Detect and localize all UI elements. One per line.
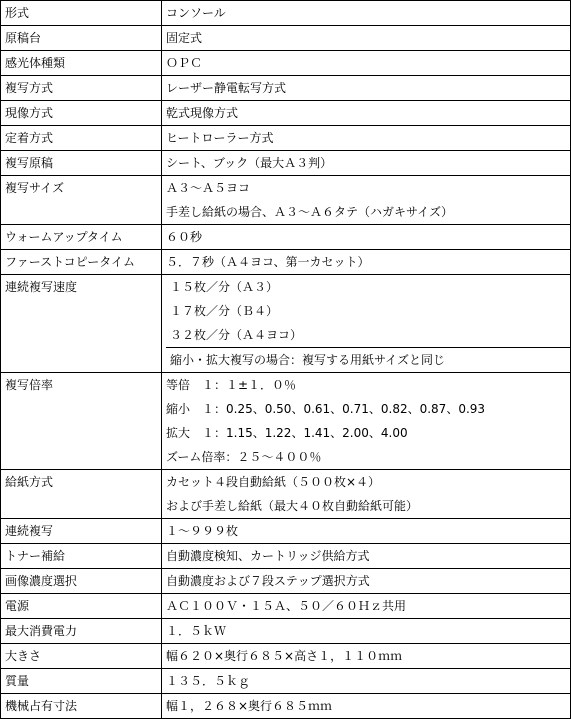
spec-value: ３２枚／分（Ａ４ヨコ） (170, 328, 303, 342)
spec-label-cell (1, 519, 162, 544)
spec-value: １．５ｋＷ (166, 624, 227, 638)
spec-label: 連続複写速度 (5, 280, 78, 294)
spec-value-cell (162, 644, 571, 669)
spec-value: 幅１，２６８×奥行６８５ｍｍ (166, 699, 333, 713)
spec-label-cell (1, 51, 162, 76)
spec-value: コンソール (166, 6, 226, 20)
spec-label-cell (1, 76, 162, 101)
spec-value-cell (162, 519, 571, 544)
spec-value: １５枚／分（Ａ３） (170, 280, 279, 294)
spec-row (1, 26, 571, 51)
spec-row (1, 101, 571, 126)
spec-value: カセット４段自動給紙（５００枚×４） (166, 475, 381, 489)
spec-value: 自動濃度検知、カートリッジ供給方式 (166, 549, 370, 563)
spec-row (1, 250, 571, 275)
spec-row (1, 519, 571, 544)
spec-value-cell (162, 470, 571, 519)
spec-value-cell (162, 275, 571, 373)
spec-label-cell (1, 569, 162, 594)
spec-value-cell (162, 594, 571, 619)
spec-label-cell (1, 225, 162, 250)
spec-value: 乾式現像方式 (166, 106, 239, 120)
spec-value-cell (162, 619, 571, 644)
spec-label: 感光体種類 (5, 56, 66, 70)
spec-value: ヒートローラー方式 (166, 131, 274, 145)
spec-value: ＡＣ１００Ｖ・１５Ａ、５０／６０Ｈｚ共用 (166, 599, 407, 613)
spec-row (1, 1, 571, 26)
spec-value: １～９９９枚 (166, 524, 239, 538)
spec-label-cell (1, 619, 162, 644)
spec-row (1, 544, 571, 569)
spec-label-cell (1, 126, 162, 151)
spec-value-cell (162, 225, 571, 250)
spec-value-cell (162, 694, 571, 719)
spec-label-cell (1, 373, 162, 470)
spec-value: １７枚／分（Ｂ４） (170, 304, 279, 318)
spec-value-cell (162, 101, 571, 126)
spec-row (1, 76, 571, 101)
spec-value-cell (162, 569, 571, 594)
spec-label-cell (1, 669, 162, 694)
spec-value-cell (162, 26, 571, 51)
spec-label: 定着方式 (5, 131, 54, 145)
spec-value: ６０秒 (166, 230, 203, 244)
spec-label: 給紙方式 (5, 475, 54, 489)
spec-label: 現像方式 (5, 106, 54, 120)
spec-value: 幅６２０×奥行６８５×高さ１，１１０ｍｍ (166, 649, 403, 663)
spec-value: 手差し給紙の場合、Ａ３～Ａ６タテ（ハガキサイズ） (166, 205, 454, 219)
spec-row (1, 373, 571, 470)
spec-label-cell (1, 594, 162, 619)
spec-label: 電源 (5, 599, 30, 613)
spec-value: ズーム倍率：２５～４００％ (166, 450, 322, 464)
spec-label: 機械占有寸法 (5, 699, 78, 713)
spec-label-cell (1, 275, 162, 373)
spec-label-cell (1, 544, 162, 569)
spec-value-cell (162, 51, 571, 76)
spec-value-cell (162, 250, 571, 275)
spec-value-cell (162, 669, 571, 694)
spec-label-cell (1, 250, 162, 275)
spec-row (1, 176, 571, 225)
spec-value: 縮小 １：0.25、0.50、0.61、0.71、0.82、0.87、0.93 (166, 402, 486, 416)
spec-label-cell (1, 1, 162, 26)
spec-label: 原稿台 (5, 31, 42, 45)
spec-value: １３５．５ｋｇ (166, 674, 251, 688)
spec-label: トナー補給 (5, 549, 66, 563)
spec-row (1, 644, 571, 669)
spec-row (1, 594, 571, 619)
spec-label-cell (1, 694, 162, 719)
spec-value-cell (162, 373, 571, 470)
spec-label: ウォームアップタイム (5, 230, 123, 244)
spec-label: 形式 (5, 6, 30, 20)
spec-label: 複写原稿 (5, 156, 54, 170)
spec-value-cell (162, 1, 571, 26)
spec-row (1, 151, 571, 176)
spec-value-cell (162, 76, 571, 101)
spec-row (1, 619, 571, 644)
spec-value: シート、ブック（最大Ａ３判） (166, 156, 333, 170)
spec-label-cell (1, 151, 162, 176)
spec-label: 複写サイズ (5, 181, 65, 195)
spec-label: 最大消費電力 (5, 624, 78, 638)
spec-value: 等倍 １：１±１．０％ (166, 378, 297, 392)
spec-value-cell (162, 176, 571, 225)
spec-value: 拡大 １：1.15、1.22、1.41、2.00、4.00 (166, 426, 408, 440)
spec-value: ＯＰＣ (166, 56, 203, 70)
spec-value: 固定式 (166, 31, 203, 45)
spec-value: Ａ３～Ａ５ヨコ (166, 181, 251, 195)
spec-label-cell (1, 101, 162, 126)
spec-label: 質量 (5, 674, 30, 688)
spec-label: 画像濃度選択 (5, 574, 78, 588)
spec-value: レーザー静電転写方式 (166, 81, 287, 95)
spec-value: および手差し給紙（最大４０枚自動給紙可能） (166, 499, 419, 513)
spec-label-cell (1, 176, 162, 225)
spec-value: ５．７秒（Ａ４ヨコ、第一カセット） (166, 255, 370, 269)
spec-value-cell (162, 126, 571, 151)
spec-label-cell (1, 26, 162, 51)
spec-row (1, 669, 571, 694)
spec-table-body (1, 1, 571, 719)
spec-label: 複写倍率 (5, 378, 54, 392)
spec-value-cell (162, 544, 571, 569)
spec-label-cell (1, 644, 162, 669)
spec-row (1, 569, 571, 594)
spec-label: 大きさ (5, 649, 42, 663)
spec-label-cell (1, 470, 162, 519)
spec-row (1, 51, 571, 76)
spec-value-cell (162, 151, 571, 176)
spec-row (1, 225, 571, 250)
spec-row (1, 694, 571, 719)
spec-row (1, 275, 571, 373)
spec-row (1, 470, 571, 519)
spec-label: 連続複写 (5, 524, 54, 538)
spec-row (1, 126, 571, 151)
spec-note: 縮小・拡大複写の場合：複写する用紙サイズと同じ (166, 347, 570, 372)
spec-label: 複写方式 (5, 81, 54, 95)
spec-label: ファーストコピータイム (5, 255, 135, 269)
spec-value: 自動濃度および７段ステップ選択方式 (166, 574, 370, 588)
